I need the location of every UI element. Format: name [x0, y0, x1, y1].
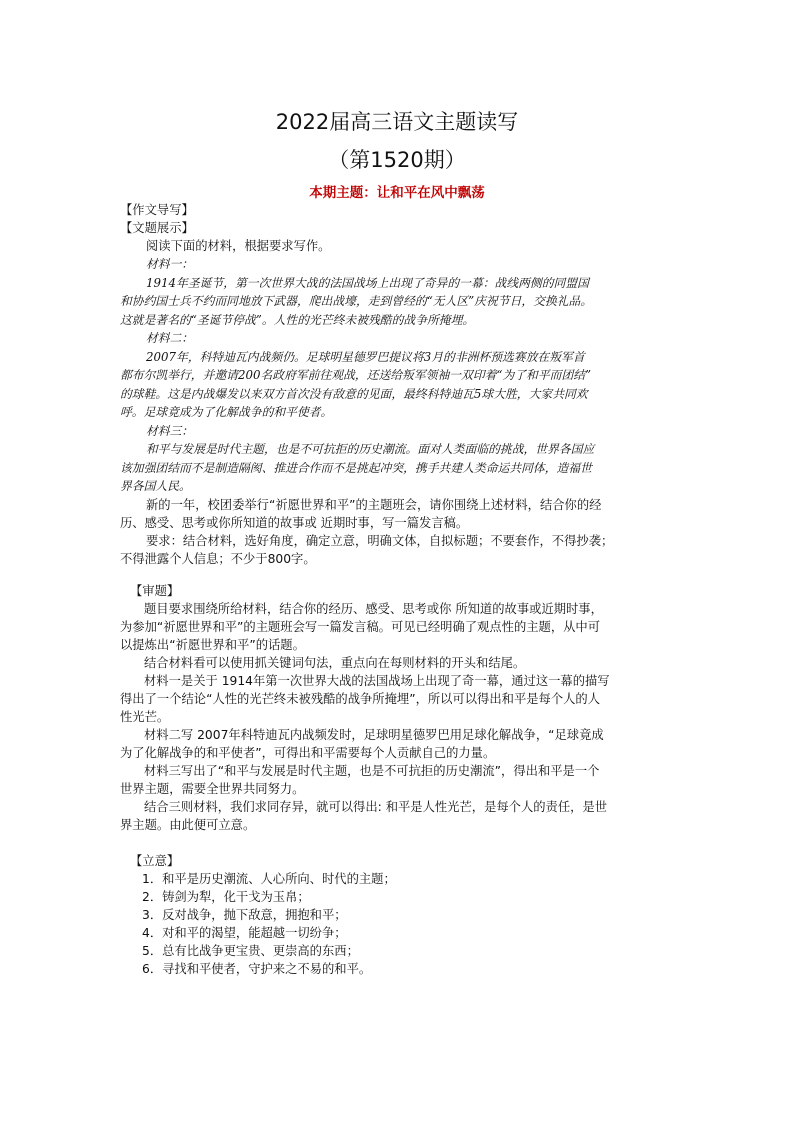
prompt-section — [120, 201, 680, 568]
analysis-paragraph-line: 题目要求围绕所给材料，结合你的经历、感受、思考或你 所知道的故事或近期时事， — [144, 602, 603, 616]
display-label: 【文题展示】 — [120, 221, 194, 235]
analysis-paragraph-line: 结合三则材料，我们求同存异，就可以得出: 和平是人性光芒，是每个人的责任，是世 — [144, 800, 608, 814]
material-three-line: 该加强团结而不是制造隔阂、推进合作而不是挑起冲突，携手共建人类命运共同体，造福世 — [120, 460, 592, 475]
task-line: 新的一年，校团委举行“祈愿世界和平”的主题班会，请你围绕上述材料，结合你的经 — [146, 497, 602, 512]
material-two-line: 都布尔凯举行，并邀请200名政府军前往观战，还送给叛军领袖一双印着“为了和平而团结” — [120, 368, 592, 382]
task-line: 历、感受、思考或你所知道的故事或 近期时事，写一篇发言稿。 — [120, 515, 469, 530]
material-two-line: 的球鞋。这是内战爆发以来双方首次没有敌意的见面，最终科特迪瓦5球大胜，大家共同欢 — [120, 386, 588, 401]
analysis-paragraph-line: 结合材料看可以使用抓关键词句法，重点向在每则材料的开头和结尾。 — [144, 656, 526, 670]
material-one-line: 1914年圣诞节，第一次世界大战的法国战场上出现了奇异的一幕：战线两侧的同盟国 — [146, 275, 589, 290]
material-three-label: 材料三： — [146, 423, 194, 438]
analysis-paragraph-line: 材料一是关于 1914年第一次世界大战的法国战场上出现了奇一幕，通过这一幕的描写 — [144, 674, 610, 688]
material-two-line: 呼。足球竟成为了化解战争的和平使者。 — [120, 405, 333, 419]
issue-number: （第1520期） — [328, 148, 466, 172]
material-one-line: 这就是著名的“圣诞节停战”。人性的光芒终未被残酷的战争所掩埋。 — [120, 312, 475, 327]
list-item: 5．总有比战争更宝贵、更崇高的东西； — [142, 944, 359, 958]
analysis-paragraph-line: 以提炼出“祈愿世界和平”的话题。 — [120, 638, 305, 652]
ideas-section — [120, 852, 680, 978]
analysis-paragraph-line: 为了化解战争的和平使者”，可得出和平需要每个人贡献自己的力量。 — [120, 746, 496, 760]
list-item: 1．和平是历史潮流、人心所向、时代的主题； — [142, 872, 396, 886]
material-one-label: 材料一： — [146, 257, 194, 271]
analysis-paragraph-line: 界主题。由此便可立意。 — [120, 818, 256, 832]
guide-label: 【作文导写】 — [120, 203, 194, 217]
requirement-line: 要求：结合材料，选好角度，确定立意，明确文体，自拟标题；不要套作，不得抄袭； — [146, 533, 614, 548]
material-three-line: 界各国人民。 — [120, 479, 191, 493]
list-item: 3．反对战争，抛下敌意，拥抱和平； — [142, 908, 347, 922]
analysis-section — [120, 582, 680, 834]
list-item: 4．对和平的渴望，能超越一切纷争； — [142, 926, 347, 940]
issue-theme: 本期主题：让和平在风中飘荡 — [309, 185, 485, 201]
ideas-list — [120, 870, 680, 978]
list-item: 2．铸剑为犁，化干戈为玉帛； — [142, 890, 310, 904]
material-two-line: 2007年，科特迪瓦内战频仍。足球明星德罗巴提议将3月的非洲杯预选赛放在叛军首 — [146, 349, 585, 364]
analysis-paragraph-line: 材料二写 2007年科特迪瓦内战频发时，足球明星德罗巴用足球化解战争，“足球竟成 — [144, 728, 604, 742]
document-title: 2022届高三语文主题读写 — [275, 110, 519, 134]
instruction-text: 阅读下面的材料，根据要求写作。 — [146, 239, 331, 253]
analysis-paragraph-line: 为参加“祈愿世界和平”的主题班会写一篇发言稿。可见已经明确了观点性的主题，从中可 — [120, 620, 601, 634]
analysis-paragraph-line: 材料三写出了“和平与发展是时代主题，也是不可抗拒的历史潮流”，得出和平是一个 — [144, 764, 600, 778]
list-item: 6．寻找和平使者，守护来之不易的和平。 — [142, 962, 372, 976]
analysis-paragraph-line: 性光芒。 — [120, 710, 170, 724]
analysis-paragraph-line: 得出了一个结论“人性的光芒终未被残酷的战争所掩埋”，所以可以得出和平是每个人的人 — [120, 692, 601, 706]
requirement-line: 不得泄露个人信息；不少于800字。 — [120, 551, 316, 566]
analysis-label: 【审题】 — [130, 584, 180, 598]
analysis-paragraph-line: 世界主题，需要全世界共同努力。 — [120, 782, 305, 796]
ideas-label: 【立意】 — [130, 854, 180, 868]
material-one-line: 和协约国士兵不约而同地放下武器，爬出战壕，走到曾经的“无人区”庆祝节日，交换礼品。 — [120, 294, 593, 308]
material-three-line: 和平与发展是时代主题，也是不可抗拒的历史潮流。面对人类面临的挑战，世界各国应 — [146, 442, 595, 456]
material-two-label: 材料二： — [146, 331, 194, 345]
